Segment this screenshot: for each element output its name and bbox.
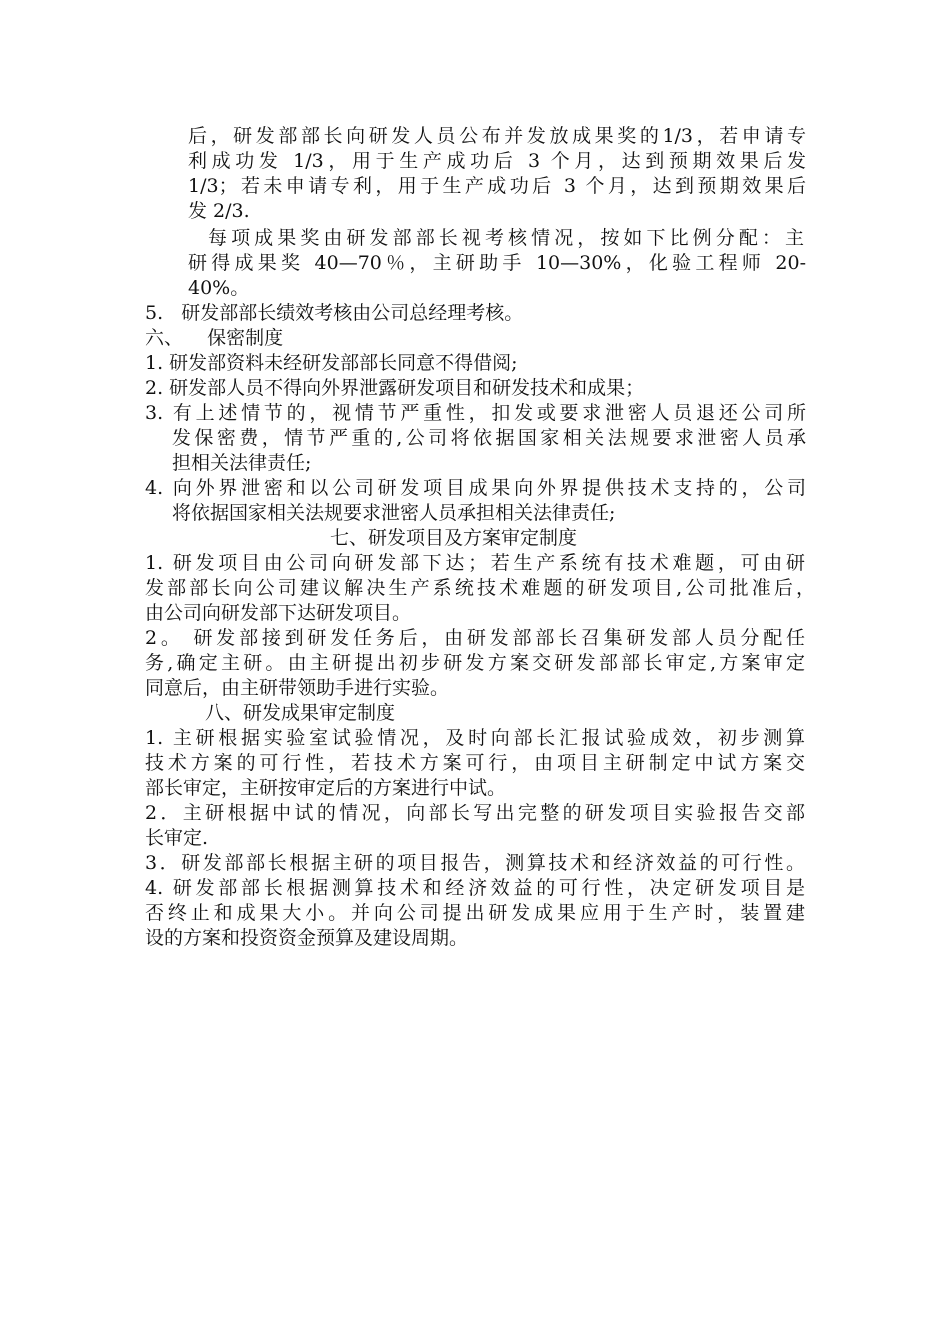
text-line: 务,确定主研。由主研提出初步研发方案交研发部部长审定,方案审定 — [145, 652, 805, 674]
text-line: 发 2/3. — [188, 200, 250, 222]
text-line: 每项成果奖由研发部部长视考核情况，按如下比例分配：主 — [208, 227, 804, 249]
section-heading: 六、 保密制度 — [145, 327, 284, 349]
list-item: 1. 研发部资料未经研发部部长同意不得借阅; — [145, 352, 518, 374]
text-line: 否终止和成果大小。并向公司提出研发成果应用于生产时，装置建 — [145, 902, 805, 924]
text-line: 4. 研发部部长根据测算技术和经济效益的可行性，决定研发项目是 — [145, 877, 805, 899]
list-item-continued: 发保密费，情节严重的,公司将依据国家相关法规要求泄密人员承 — [172, 427, 806, 449]
list-item-continued: 将依据国家相关法规要求泄密人员承担相关法律责任; — [172, 502, 616, 524]
list-item-continued: 担相关法律责任; — [172, 452, 312, 474]
text-line: 由公司向研发部下达研发项目。 — [145, 602, 412, 624]
text-line: 1/3；若未申请专利，用于生产成功后 3 个月，达到预期效果后 — [188, 175, 806, 197]
text-line: 40%。 — [188, 277, 250, 299]
text-line: 1. 研发项目由公司向研发部下达；若生产系统有技术难题，可由研 — [145, 552, 805, 574]
text-line: 2．主研根据中试的情况，向部长写出完整的研发项目实验报告交部 — [145, 802, 805, 824]
text-line: 部长审定，主研按审定后的方案进行中试。 — [145, 777, 507, 799]
section-heading: 七、研发项目及方案审定制度 — [330, 527, 578, 549]
text-line: 技术方案的可行性，若技术方案可行，由项目主研制定中试方案交 — [145, 752, 805, 774]
text-line: 1. 主研根据实验室试验情况，及时向部长汇报试验成效，初步测算 — [145, 727, 805, 749]
text-line: 2。 研发部接到研发任务后，由研发部部长召集研发部人员分配任 — [145, 627, 805, 649]
list-item: 4. 向外界泄密和以公司研发项目成果向外界提供技术支持的，公司 — [145, 477, 806, 499]
text-line: 利成功发 1/3，用于生产成功后 3 个月，达到预期效果后发 — [188, 150, 806, 172]
list-item: 5. 研发部部长绩效考核由公司总经理考核。 — [145, 302, 524, 324]
text-line: 研得成果奖 40—70％，主研助手 10—30%，化验工程师 20- — [188, 252, 806, 274]
text-line: 发部部长向公司建议解决生产系统技术难题的研发项目,公司批准后， — [145, 577, 815, 599]
text-line: 设的方案和投资资金预算及建设周期。 — [145, 927, 469, 949]
text-line: 长审定. — [145, 827, 209, 849]
list-item: 3. 有上述情节的，视情节严重性，扣发或要求泄密人员退还公司所 — [145, 402, 806, 424]
text-line: 后，研发部部长向研发人员公布并发放成果奖的1/3，若申请专 — [188, 125, 806, 147]
text-line: 同意后，由主研带领助手进行实验。 — [145, 677, 450, 699]
section-heading: 八、研发成果审定制度 — [205, 702, 396, 724]
text-line: 3．研发部部长根据主研的项目报告，测算技术和经济效益的可行性。 — [145, 852, 805, 874]
list-item: 2. 研发部人员不得向外界泄露研发项目和研发技术和成果； — [145, 377, 645, 399]
